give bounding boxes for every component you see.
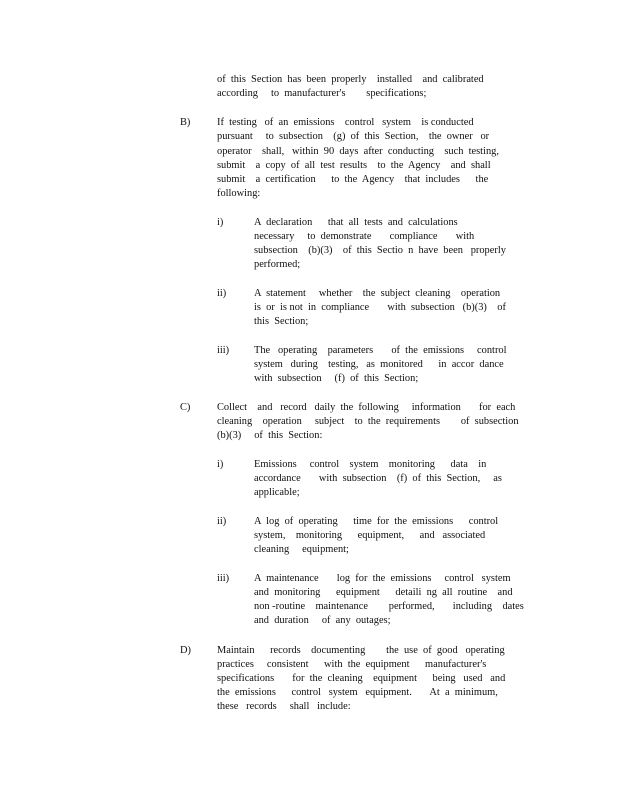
text-line: system during testing, as monitored in accor dance [254, 359, 504, 370]
section-label: C) [180, 402, 191, 413]
text-line: of this Section has been properly installed and calibrated [217, 74, 484, 85]
text-line: is or is not in compliance with subsection (b)(3) of [254, 302, 506, 313]
text-line: Maintain records documenting the use of good operating [217, 645, 505, 656]
text-line: applicable; [254, 487, 300, 498]
section-label: B) [180, 117, 191, 128]
text-line: according to manufacturer's specifications; [217, 88, 427, 99]
text-line: necessary to demonstrate compliance with [254, 231, 475, 242]
item-label: i) [217, 217, 224, 228]
text-line: Emissions control system monitoring data in [254, 459, 487, 470]
text-line: submit a certification to the Agency that includes the [217, 174, 489, 185]
item-label: ii) [217, 516, 227, 527]
text-line: and monitoring equipment detaili ng all routine and [254, 587, 513, 598]
text-line: specifications for the cleaning equipment being used and [217, 673, 506, 684]
item-label: i) [217, 459, 224, 470]
text-line: If testing of an emissions control system is conducted [217, 117, 474, 128]
text-line: performed; [254, 259, 301, 270]
text-line: cleaning equipment; [254, 544, 349, 555]
text-line: pursuant to subsection (g) of this Section, the owner or [217, 131, 490, 142]
text-line: A statement whether the subject cleaning operation [254, 288, 501, 299]
text-line: submit a copy of all test results to the Agency and shall [217, 160, 491, 171]
text-line: (b)(3) of this Section: [217, 430, 323, 441]
item-label: ii) [217, 288, 227, 299]
section-label: D) [180, 645, 191, 656]
item-label: iii) [217, 345, 230, 356]
text-line: this Section; [254, 316, 309, 327]
text-line: operator shall, within 90 days after conducting such testing, [217, 146, 499, 157]
text-line: accordance with subsection (f) of this Section, as [254, 473, 502, 484]
text-line: A maintenance log for the emissions control system [254, 573, 511, 584]
text-line: with subsection (f) of this Section; [254, 373, 419, 384]
text-line: system, monitoring equipment, and associated [254, 530, 486, 541]
text-line: Collect and record daily the following information for each [217, 402, 516, 413]
text-line: the emissions control system equipment. At a minimum, [217, 687, 498, 698]
item-label: iii) [217, 573, 230, 584]
text-line: A log of operating time for the emissions control [254, 516, 499, 527]
text-line: following: [217, 188, 261, 199]
text-line: The operating parameters of the emissions control [254, 345, 507, 356]
text-line: subsection (b)(3) of this Sectio n have been properly [254, 245, 506, 256]
text-line: and duration of any outages; [254, 615, 391, 626]
text-line: these records shall include: [217, 701, 351, 712]
text-line: cleaning operation subject to the requirements of subsection [217, 416, 519, 427]
text-line: non -routine maintenance performed, including dates [254, 601, 524, 612]
text-line: A declaration that all tests and calculations [254, 217, 458, 228]
text-line: practices consistent with the equipment manufacturer's [217, 659, 487, 670]
